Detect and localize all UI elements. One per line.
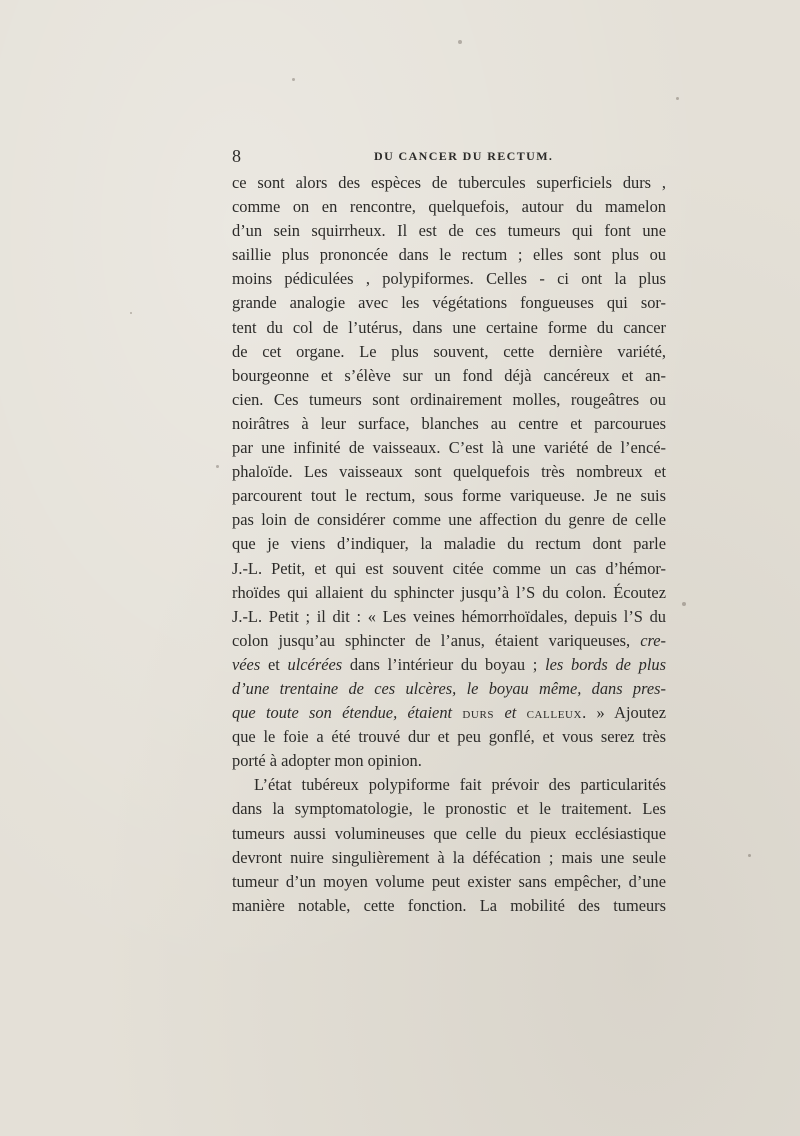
text-line (232, 532, 666, 556)
text-segment: colon jusqu’au sphincter de l’anus, étaient variqueuses, (232, 630, 641, 650)
text-line (232, 316, 666, 340)
paper-speck (292, 78, 295, 81)
text-line (232, 773, 666, 797)
text-line (232, 870, 666, 894)
text-segment: d’un sein squirrheux. Il est de ces tumeurs qui font une (232, 221, 666, 241)
text-segment: cre- (640, 630, 666, 650)
text-segment: calleux (526, 703, 583, 723)
page-number: 8 (232, 146, 241, 166)
text-segment: tumeurs aussi volumineuses que celle du pieux ecclésiastique (232, 823, 666, 843)
text-segment: dans l’intérieur du boyau ; (342, 654, 546, 674)
text-line (232, 460, 666, 484)
text-line (232, 243, 666, 267)
text-segment: noirâtres à leur surface, blanches au centre et parcourues (232, 413, 666, 433)
text-line (232, 364, 666, 388)
text-line (232, 412, 666, 436)
text-segment: tent du col de l’utérus, dans une certaine forme du cancer (232, 317, 666, 337)
text-line (232, 291, 666, 315)
paper-speck (682, 602, 686, 606)
text-segment: grande analogie avec les végétations fongueuses qui sor- (232, 293, 666, 313)
text-line (232, 653, 666, 677)
text-line (232, 581, 666, 605)
text-segment: et (260, 654, 288, 674)
text-segment: durs (462, 703, 495, 723)
text-segment: saillie plus prononcée dans le rectum ; elles sont plus ou (232, 245, 666, 265)
text-line (232, 484, 666, 508)
text-segment: moins pédiculées , polypiformes. Celles - ci ont la plus (232, 269, 666, 289)
text-segment: rhoïdes qui allaient du sphincter jusqu’à l’S du colon. Écoutez (232, 582, 666, 602)
text-segment: que le foie a été trouvé dur et peu gonflé, et vous serez très (232, 727, 666, 747)
text-segment: comme on en rencontre, quelquefois, autour du mamelon (232, 197, 666, 217)
paper-speck (676, 97, 679, 100)
text-segment: que toute son étendue, étaient (232, 703, 463, 723)
text-segment: bourgeonne et s’élève sur un fond déjà cancéreux et an- (232, 365, 666, 385)
text-line (232, 846, 666, 870)
running-title: DU CANCER DU RECTUM. (374, 149, 554, 163)
text-line (232, 822, 666, 846)
text-segment: J.-L. Petit ; il dit : « Les veines hémorrhoïdales, depuis l’S du (232, 606, 666, 626)
text-segment: d’une trentaine de ces ulcères, le boyau même, dans pres- (232, 678, 666, 698)
paper-speck (216, 465, 219, 468)
text-segment: . » Ajoutez (582, 703, 666, 723)
text-line (232, 508, 666, 532)
text-segment: ce sont alors des espèces de tubercules superficiels durs , (232, 173, 666, 192)
text-line (232, 749, 666, 773)
text-segment: cien. Ces tumeurs sont ordinairement molles, rougeâtres ou (232, 389, 666, 409)
body-text (232, 171, 666, 918)
text-line (232, 219, 666, 243)
text-segment: phaloïde. Les vaisseaux sont quelquefois très nombreux et (232, 462, 666, 482)
text-segment: parcourent tout le rectum, sous forme variqueuse. Je ne suis (232, 486, 666, 506)
text-segment: pas loin de considérer comme une affection du genre de celle (232, 510, 666, 530)
paper-speck (130, 312, 132, 314)
text-segment: L’état tubéreux polypiforme fait prévoir des particularités (254, 775, 666, 795)
text-line (232, 436, 666, 460)
text-segment: que je viens d’indiquer, la maladie du rectum dont parle (232, 534, 666, 554)
text-line (232, 677, 666, 701)
text-line (232, 195, 666, 219)
text-line (232, 894, 666, 918)
text-segment: porté à adopter mon opinion. (232, 751, 422, 771)
page-header (232, 146, 670, 166)
text-segment: dans la symptomatologie, le pronostic et le traitement. Les (232, 799, 666, 819)
text-line (232, 340, 666, 364)
text-segment: par une infinité de vaisseaux. C’est là une variété de l’encé- (232, 438, 666, 458)
text-segment: les bords de plus (545, 654, 666, 674)
text-segment: devront nuire singulièrement à la défécation ; mais une seule (232, 847, 666, 867)
text-segment: et (494, 703, 527, 723)
text-line (232, 171, 666, 195)
text-segment: de cet organe. Le plus souvent, cette dernière variété, (232, 341, 666, 361)
text-line (232, 605, 666, 629)
text-segment: ulcérées (287, 654, 343, 674)
text-segment: J.-L. Petit, et qui est souvent citée comme un cas d’hémor- (232, 558, 666, 578)
paper-speck (748, 854, 751, 857)
text-segment: tumeur d’un moyen volume peut exister sans empêcher, d’une (232, 871, 666, 891)
paper-speck (458, 40, 462, 44)
text-segment: vées (232, 654, 261, 674)
text-line (232, 629, 666, 653)
text-line (232, 725, 666, 749)
text-line (232, 557, 666, 581)
text-line (232, 797, 666, 821)
text-line (232, 388, 666, 412)
text-line (232, 267, 666, 291)
text-line (232, 701, 666, 725)
text-segment: manière notable, cette fonction. La mobilité des tumeurs (232, 895, 666, 915)
